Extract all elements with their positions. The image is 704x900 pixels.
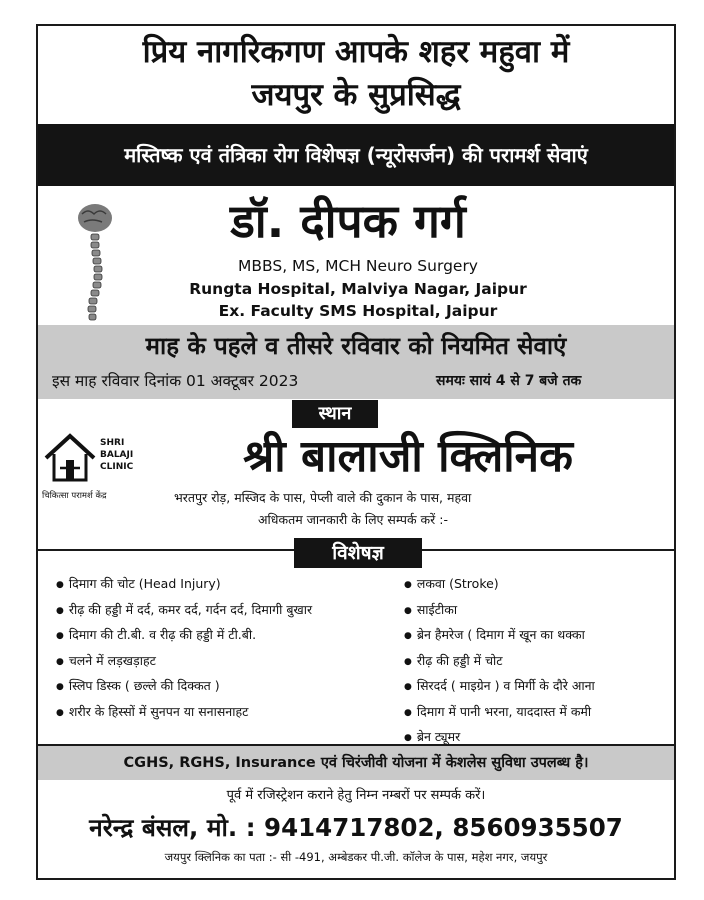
list-item: ● रीढ़ की हड्डी में दर्द, कमर दर्द, गर्दन दर्द, दिमागी बुखार bbox=[56, 598, 396, 624]
specialties-left-list bbox=[56, 572, 396, 725]
list-item: ● सिरदर्द ( माइग्रेन ) व मिर्गी के दौरे आना bbox=[404, 674, 674, 700]
clinic-logo bbox=[42, 430, 146, 510]
list-item: ● दिमाग में पानी भरना, याददास्त में कमी bbox=[404, 700, 674, 726]
clinic-name: श्री बालाजी क्लिनिक bbox=[243, 431, 573, 482]
specialties-right-list bbox=[404, 572, 674, 751]
list-item: ● दिमाग की टी.बी. व रीढ़ की हड्डी में टी.बी. bbox=[56, 623, 396, 649]
cashless-banner: CGHS, RGHS, Insurance एवं चिरंजीवी योजना में केशलेस सुविधा उपलब्ध है। bbox=[38, 744, 674, 780]
contact-line: नरेन्द्र बंसल, मो. : 9414717802, 8560935507 bbox=[89, 813, 623, 842]
specialties-tag: विशेषज्ञ bbox=[294, 538, 422, 568]
poster-frame bbox=[36, 24, 676, 880]
contact-note: अधिकतम जानकारी के लिए सम्पर्क करें :- bbox=[258, 512, 448, 527]
schedule-regular: माह के पहले व तीसरे रविवार को नियमित सेवाएं bbox=[145, 332, 567, 360]
service-banner: मस्तिष्क एवं तंत्रिका रोग विशेषज्ञ (न्यूरोसर्जन) की परामर्श सेवाएं bbox=[38, 124, 674, 186]
list-item: ● शरीर के हिस्सों में सुनपन या सनासनाहट bbox=[56, 700, 396, 726]
doctor-hospital: Rungta Hospital, Malviya Nagar, Jaipur bbox=[189, 280, 527, 298]
jaipur-clinic-address: जयपुर क्लिनिक का पता :- सी -491, अम्बेडकर पी.जी. कॉलेज के पास, महेश नगर, जयपुर bbox=[164, 850, 548, 864]
schedule-time: समयः सायं 4 से 7 बजे तक bbox=[436, 373, 582, 389]
list-item: ● ब्रेन ट्यूमर bbox=[404, 725, 674, 751]
logo-text-line-1: SHRI bbox=[100, 438, 125, 448]
venue-tag: स्थान bbox=[292, 400, 378, 428]
clinic-address: भरतपुर रोड़, मस्जिद के पास, पेप्ली वाले की दुकान के पास, महवा bbox=[174, 490, 472, 505]
list-item: ● स्लिप डिस्क ( छल्ले की दिक्कत ) bbox=[56, 674, 396, 700]
list-item: ● रीढ़ की हड्डी में चोट bbox=[404, 649, 674, 675]
doctor-degree: MBBS, MS, MCH Neuro Surgery bbox=[238, 257, 478, 275]
header-line-2: जयपुर के सुप्रसिद्ध bbox=[251, 77, 461, 113]
logo-text-line-2: BALAJI bbox=[100, 450, 134, 460]
house-clinic-logo-icon bbox=[42, 430, 98, 484]
brain-spine-icon bbox=[72, 200, 118, 326]
list-item: ● साईटीका bbox=[404, 598, 674, 624]
doctor-faculty: Ex. Faculty SMS Hospital, Jaipur bbox=[218, 302, 498, 320]
logo-caption: चिकित्सा परामर्श केंद्र bbox=[42, 491, 107, 501]
list-item: ● दिमाग की चोट (Head Injury) bbox=[56, 572, 396, 598]
schedule-date: इस माह रविवार दिनांक 01 अक्टूबर 2023 bbox=[52, 372, 299, 390]
list-item: ● ब्रेन हैमरेज ( दिमाग में खून का थक्का bbox=[404, 623, 674, 649]
list-item: ● चलने में लड़खड़ाहट bbox=[56, 649, 396, 675]
header-line-1: प्रिय नागरिकगण आपके शहर महुवा में bbox=[142, 34, 570, 70]
registration-note: पूर्व में रजिस्ट्रेशन कराने हेतु निम्न नम्बरों पर सम्पर्क करें। bbox=[226, 788, 486, 803]
list-item: ● लकवा (Stroke) bbox=[404, 572, 674, 598]
schedule-band bbox=[38, 325, 674, 399]
logo-text-line-3: CLINIC bbox=[100, 462, 134, 472]
doctor-name: डॉ. दीपक गर्ग bbox=[230, 194, 466, 248]
